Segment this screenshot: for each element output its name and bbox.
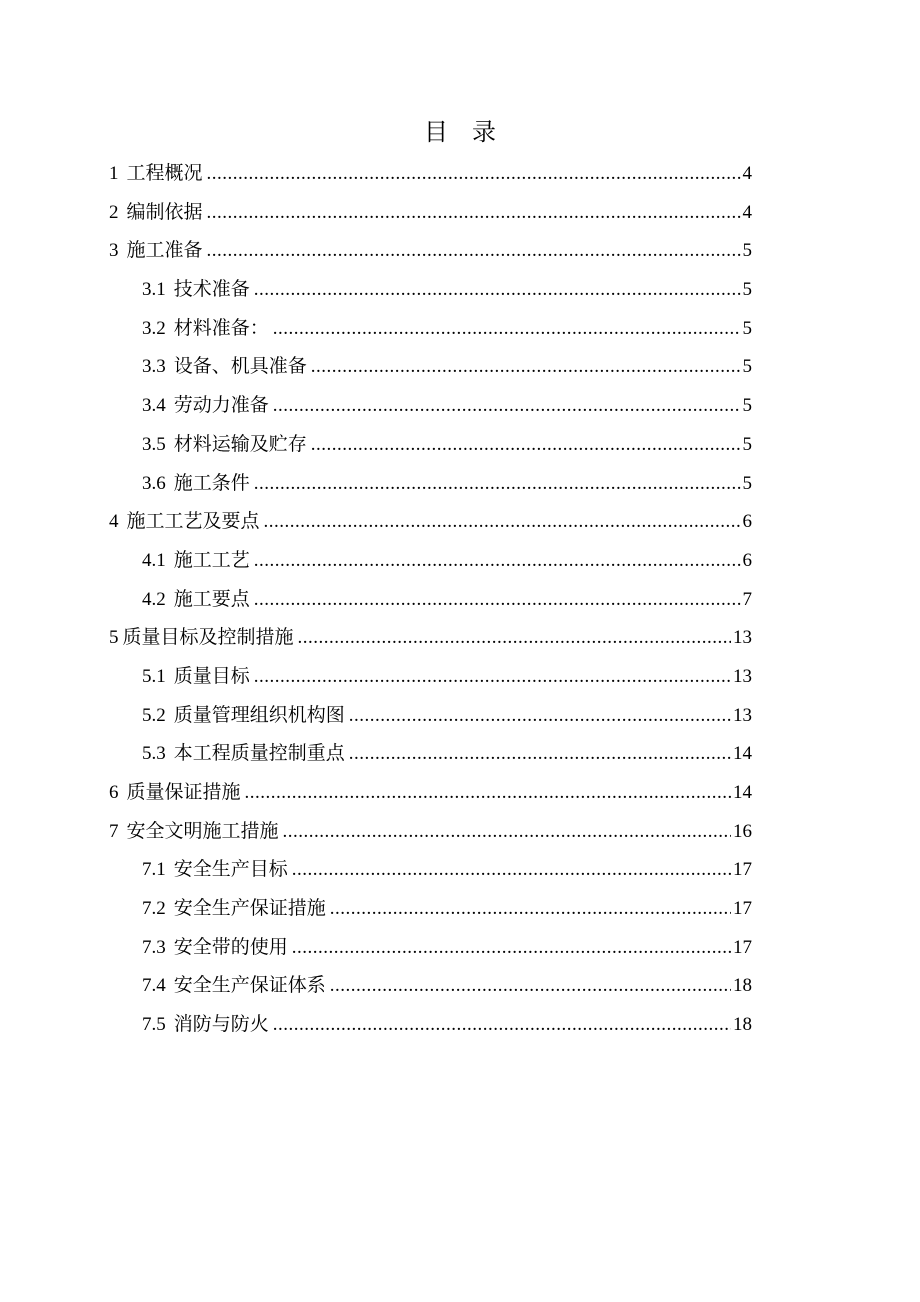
toc-entry-label bbox=[142, 309, 269, 349]
toc-entry-number: 3.6 bbox=[142, 472, 166, 494]
toc-entry-label bbox=[109, 231, 203, 271]
toc-leader-dots bbox=[292, 929, 731, 968]
toc-page-number: 5 bbox=[742, 472, 752, 494]
toc-page-number: 14 bbox=[733, 743, 752, 765]
toc-leader-dots bbox=[254, 658, 731, 697]
toc-entry-text: 消防与防火 bbox=[173, 1013, 269, 1036]
toc-entry-label bbox=[142, 850, 288, 890]
toc-page-number: 13 bbox=[733, 704, 752, 726]
toc-entry-label bbox=[142, 425, 307, 465]
toc-leader-dots bbox=[330, 967, 731, 1006]
toc-entry-text: 安全生产保证措施 bbox=[173, 897, 326, 920]
toc-entry-text: 施工工艺及要点 bbox=[126, 510, 260, 533]
toc-entry[interactable] bbox=[109, 309, 752, 348]
toc-page-number: 18 bbox=[733, 975, 752, 997]
toc-entry-number: 4.2 bbox=[142, 588, 166, 610]
toc-entry-text: 材料准备： bbox=[173, 316, 269, 339]
toc-leader-dots bbox=[207, 155, 741, 194]
toc-entry[interactable] bbox=[109, 889, 752, 928]
toc-entry-text: 质量目标及控制措施 bbox=[122, 626, 294, 649]
toc-entry-number: 7.3 bbox=[142, 936, 166, 958]
toc-entry-number: 7.5 bbox=[142, 1014, 166, 1036]
toc-entry-label bbox=[142, 928, 288, 968]
toc-entry-label bbox=[142, 270, 250, 310]
toc-entry-label bbox=[109, 193, 203, 233]
toc-entry[interactable] bbox=[109, 618, 752, 657]
toc-entry-label bbox=[109, 154, 203, 194]
toc-entry-number: 7 bbox=[109, 820, 119, 842]
toc-leader-dots bbox=[254, 271, 741, 310]
toc-page-number: 4 bbox=[742, 163, 752, 184]
toc-entry-number: 3.3 bbox=[142, 356, 166, 378]
toc-entry-text: 材料运输及贮存 bbox=[173, 432, 307, 455]
toc-entry-label bbox=[142, 386, 269, 426]
toc-leader-dots bbox=[349, 697, 731, 736]
toc-page-number: 14 bbox=[733, 782, 752, 803]
toc-leader-dots bbox=[273, 310, 741, 349]
toc-entry[interactable] bbox=[109, 850, 752, 889]
toc-page-number: 17 bbox=[733, 936, 752, 958]
toc-leader-dots bbox=[292, 851, 731, 890]
toc-entry-number: 4 bbox=[109, 511, 119, 533]
toc-page-number: 4 bbox=[742, 201, 752, 223]
toc-page-number: 6 bbox=[742, 549, 752, 571]
toc-entry[interactable] bbox=[109, 734, 752, 773]
toc-page-number: 5 bbox=[742, 279, 752, 301]
toc-entry-number: 3.5 bbox=[142, 433, 166, 455]
toc-entry-label bbox=[142, 734, 345, 774]
toc-entry-number: 3.2 bbox=[142, 317, 166, 339]
toc-entry-text: 设备、机具准备 bbox=[173, 355, 307, 378]
toc-entry-label bbox=[109, 773, 241, 813]
toc-entry-label bbox=[109, 812, 279, 852]
toc-entry-number: 7.1 bbox=[142, 859, 166, 881]
toc-entry[interactable] bbox=[109, 773, 752, 812]
toc-leader-dots bbox=[273, 1006, 731, 1045]
toc-entry[interactable] bbox=[109, 812, 752, 851]
toc-entry-number: 3.4 bbox=[142, 395, 166, 417]
toc-entry-number: 3.1 bbox=[142, 279, 166, 301]
toc-entry-text: 本工程质量控制重点 bbox=[173, 742, 345, 765]
toc-entry-text: 安全生产目标 bbox=[173, 858, 288, 881]
toc-entry-text: 工程概况 bbox=[126, 162, 203, 184]
toc-entry-text: 施工要点 bbox=[173, 587, 250, 610]
toc-entry-label bbox=[142, 966, 326, 1006]
toc-entry-number: 1 bbox=[109, 163, 119, 184]
toc-entry-text: 劳动力准备 bbox=[173, 394, 269, 417]
toc-page-number: 18 bbox=[733, 1014, 752, 1036]
toc-leader-dots bbox=[349, 735, 731, 774]
toc-entry-text: 质量管理组织机构图 bbox=[173, 703, 345, 726]
toc-page-number: 5 bbox=[742, 395, 752, 417]
toc-entry-label bbox=[109, 618, 294, 658]
toc-entry-label bbox=[109, 502, 260, 542]
toc-entry-number: 5.2 bbox=[142, 704, 166, 726]
toc-entry[interactable] bbox=[109, 580, 752, 619]
toc-entry-text: 安全文明施工措施 bbox=[126, 819, 279, 842]
toc-entry-label bbox=[142, 464, 250, 504]
toc-entry[interactable] bbox=[109, 966, 752, 1005]
toc-leader-dots bbox=[245, 774, 731, 813]
toc-entry[interactable] bbox=[109, 231, 752, 270]
toc-leader-dots bbox=[330, 890, 731, 929]
toc-entry[interactable] bbox=[109, 1005, 752, 1044]
toc-entry[interactable] bbox=[109, 541, 752, 580]
toc-page-number: 7 bbox=[742, 588, 752, 610]
toc-entry-number: 7.2 bbox=[142, 898, 166, 920]
toc-leader-dots bbox=[254, 581, 741, 620]
toc-leader-dots bbox=[311, 348, 741, 387]
toc-entry[interactable] bbox=[109, 696, 752, 735]
toc-entry-label bbox=[142, 1005, 269, 1045]
toc-entry-label bbox=[142, 347, 307, 387]
toc-entry-label bbox=[142, 696, 345, 736]
toc-entry-number: 3 bbox=[109, 240, 119, 262]
toc-entry[interactable] bbox=[109, 502, 752, 541]
toc-entry-number: 5.1 bbox=[142, 665, 166, 687]
toc-entry[interactable] bbox=[109, 928, 752, 967]
toc-leader-dots bbox=[207, 232, 741, 271]
toc-leader-dots bbox=[254, 465, 741, 504]
toc-entry-label bbox=[142, 657, 250, 697]
toc-entry-text: 技术准备 bbox=[173, 278, 250, 301]
toc-list bbox=[109, 154, 752, 1044]
toc-leader-dots bbox=[298, 619, 731, 658]
toc-page-number: 5 bbox=[742, 356, 752, 378]
toc-entry[interactable] bbox=[109, 347, 752, 386]
toc-entry-text: 质量保证措施 bbox=[126, 781, 241, 803]
toc-leader-dots bbox=[207, 194, 741, 233]
toc-page-number: 6 bbox=[742, 511, 752, 533]
toc-entry[interactable] bbox=[109, 154, 752, 193]
toc-entry-label bbox=[142, 580, 250, 620]
toc-leader-dots bbox=[283, 813, 731, 852]
toc-entry[interactable] bbox=[109, 657, 752, 696]
toc-entry-number: 2 bbox=[109, 201, 119, 223]
toc-entry-text: 安全带的使用 bbox=[173, 935, 288, 958]
toc-entry-number: 6 bbox=[109, 782, 119, 803]
toc-entry[interactable] bbox=[109, 386, 752, 425]
toc-entry-text: 质量目标 bbox=[173, 664, 250, 687]
toc-entry-text: 施工条件 bbox=[173, 471, 250, 494]
toc-entry-text: 施工准备 bbox=[126, 239, 203, 262]
toc-entry-text: 编制依据 bbox=[126, 200, 203, 223]
toc-leader-dots bbox=[311, 426, 741, 465]
toc-page-number: 17 bbox=[733, 898, 752, 920]
toc-leader-dots bbox=[254, 542, 741, 581]
toc-page-number: 17 bbox=[733, 859, 752, 881]
toc-leader-dots bbox=[273, 387, 741, 426]
toc-page-number: 5 bbox=[742, 317, 752, 339]
toc-entry-number: 5 bbox=[109, 627, 119, 649]
toc-entry[interactable] bbox=[109, 425, 752, 464]
toc-page-number: 13 bbox=[733, 627, 752, 649]
toc-page-number: 16 bbox=[733, 820, 752, 842]
toc-leader-dots bbox=[264, 503, 741, 542]
toc-entry[interactable] bbox=[109, 193, 752, 232]
toc-entry-text: 安全生产保证体系 bbox=[173, 974, 326, 997]
toc-page-number: 5 bbox=[742, 240, 752, 262]
toc-entry[interactable] bbox=[109, 464, 752, 503]
toc-entry-number: 4.1 bbox=[142, 549, 166, 571]
toc-entry-number: 7.4 bbox=[142, 975, 166, 997]
toc-entry-number: 5.3 bbox=[142, 743, 166, 765]
toc-entry[interactable] bbox=[109, 270, 752, 309]
toc-page-number: 5 bbox=[742, 433, 752, 455]
toc-entry-label bbox=[142, 541, 250, 581]
toc-entry-text: 施工工艺 bbox=[173, 548, 250, 571]
toc-page-number: 13 bbox=[733, 665, 752, 687]
toc-title: 目 录 bbox=[424, 118, 496, 146]
toc-entry-label bbox=[142, 889, 326, 929]
